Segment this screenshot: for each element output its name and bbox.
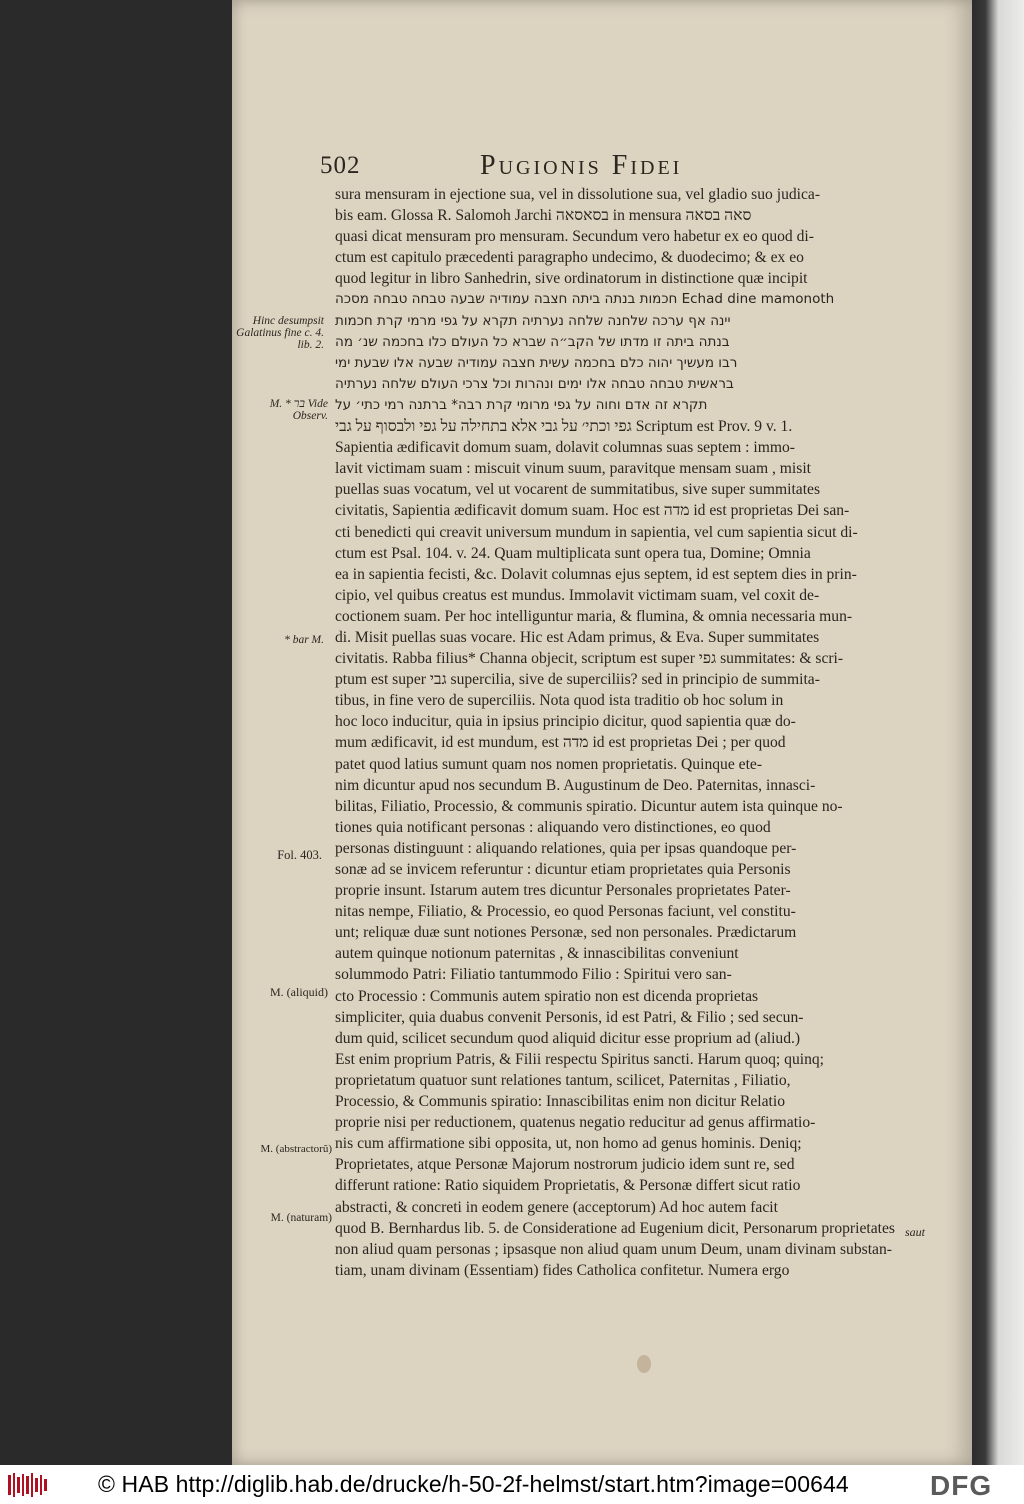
- text-line: proprie insunt. Istarum autem tres dicuntur Personales proprietates Pater-: [335, 882, 791, 900]
- text-line: cti benedicti qui creavit universum mundum in sapientia, vel cum sapientia sicut di-: [335, 523, 858, 541]
- text-line: cto Processio : Communis autem spiratio non est dicenda proprietas: [335, 987, 759, 1005]
- margin-note: * bar M.: [284, 634, 324, 646]
- text-line: civitatis, Sapientia ædificavit domum suam. Hoc est מדה id est proprietas Dei san-: [335, 502, 850, 520]
- text-line: unt; reliquæ duæ sunt notiones Personæ, sed non personales. Prædictarum: [335, 924, 797, 942]
- text-line: patet quod latius sumunt quam nos nomen proprietatis. Quinque ete-: [335, 755, 763, 773]
- text-line: sura mensuram in ejectione sua, vel in dissolutione sua, vel gladio suo judica-: [335, 186, 821, 203]
- margin-note: M. (naturam): [270, 1212, 332, 1224]
- copyright-link[interactable]: © HAB http://diglib.hab.de/drucke/h-50-2f-helmst/start.htm?image=00644: [98, 1471, 849, 1497]
- text-line: nitas nempe, Filiatio, & Processio, eo quod Personas faciunt, vel constitu-: [335, 903, 796, 921]
- text-line: dum quid, scilicet secundum quod aliquid dicitur esse proprium ad (aliud.): [335, 1029, 801, 1047]
- text-line: Est enim proprium Patris, & Filii respectu Spiritus sancti. Harum quoq; quinq;: [335, 1050, 824, 1068]
- text-line: nim dicuntur apud nos secundum B. Augustinum de Deo. Paternitas, innasci-: [335, 776, 816, 794]
- text-line: di. Misit puellas suas vocare. Hic est Adam primus, & Eva. Super summitates: [335, 628, 820, 646]
- text-line: personas distinguunt : aliquando relationes, quia per ipsas quandoque per-: [335, 839, 797, 857]
- text-line: ptum est super גבי supercilia, sive de superciliis? sed in principio de summita-: [335, 671, 820, 689]
- text-line: mum ædificavit, id est mundum, est מדה id est proprietas Dei ; per quod: [335, 734, 786, 752]
- text-line: tiam, unam divinam (Essentiam) fides Catholica confitetur. Numera ergo: [335, 1261, 790, 1279]
- text-line: differunt ratione: Ratio siquidem Proprietatis, & Personæ differt sicut ratio: [335, 1177, 801, 1195]
- text-line: simpliciter, quia duabus convenit Personis, id est Patri, & Filio ; sed secun-: [335, 1008, 804, 1026]
- text-line: quod B. Bernhardus lib. 5. de Consideratione ad Eugenium dicit, Personarum proprietates: [335, 1219, 895, 1237]
- running-title: Pugionis Fidei: [480, 150, 683, 181]
- text-line: ea in sapientia fecisti, &c. Dolavit columnas ejus septem, id est septem dies in prin-: [335, 565, 857, 583]
- margin-note: M. * בר Vide Observ.: [269, 398, 328, 422]
- text-line: גפי וכתי׳ על גבי אלא בתחילה על גפי ולבסוף על גבי Scriptum est Prov. 9 v. 1.: [335, 418, 793, 436]
- text-line: coctionem suam. Per hoc intelliguntur maria, & flumina, & omnia necessaria mun-: [335, 607, 853, 625]
- footer-bar: [0, 1465, 1024, 1504]
- dfg-logo: DFG: [930, 1470, 993, 1501]
- body-text: [335, 184, 927, 1281]
- text-line: יינה אף ערכה שלחנה שלחה נערתיה תקרא על גפי מרמי קרת חכמות: [335, 312, 731, 329]
- text-line: proprietatum quatuor sunt relationes tantum, scilicet, Paternitas , Filiatio,: [335, 1071, 791, 1089]
- text-line: non aliud quam personas ; ipsasque non aliud quam unum Deum, unam divinam substan-: [335, 1240, 892, 1258]
- text-line: quod legitur in libro Sanhedrin, sive ordinatorum in distinctione quæ incipit: [335, 270, 808, 288]
- margin-note: M. (abstractorũ): [260, 1143, 332, 1155]
- text-line: תקרא זה אדם וחוה על גפי מרומי קרת רבה* ברתנה רמי כתי׳ על: [335, 396, 708, 413]
- margin-note: Hinc desumpsit Galatinus fine c. 4. lib. 2.: [236, 315, 324, 351]
- text-line: Echad dine mamonoth חכמות בנתה ביתה חצבה עמודיה שבעה טבחה טבחה מסכה: [335, 291, 835, 308]
- page-header: [320, 152, 940, 182]
- text-line: quasi dicat mensuram pro mensuram. Secundum vero habetur ex eo quod di-: [335, 228, 814, 246]
- hab-logo-icon: [8, 1473, 48, 1497]
- text-line: puellas suas vocatum, vel ut vocarent de summitatibus, sive super summitates: [335, 481, 821, 499]
- margin-note: Fol. 403.: [277, 848, 322, 862]
- text-line: civitatis. Rabba filius* Channa objecit, scriptum est super גפי summitates: & scri-: [335, 650, 844, 668]
- scan-backdrop-left: [0, 0, 232, 1465]
- text-line: bilitas, Filiatio, Processio, & communis spiratio. Dicuntur autem ista quinque no-: [335, 797, 843, 815]
- text-line: ctum est Psal. 104. v. 24. Quam multiplicata sunt opera tua, Domine; Omnia: [335, 544, 811, 562]
- page-number: 502: [320, 152, 361, 179]
- catchword: saut: [905, 1225, 926, 1239]
- paper-stain: [637, 1355, 651, 1373]
- text-line: nis cum affirmatione sibi opposita, ut, non homo ad genus hominis. Deniq;: [335, 1135, 802, 1153]
- text-line: proprie nisi per reductionem, quatenus negatio reducitur ad genus affirmatio-: [335, 1114, 816, 1132]
- text-line: ctum est capitulo præcedenti paragrapho undecimo, & duodecimo; & ex eo: [335, 249, 804, 267]
- text-line: sonæ ad se invicem referuntur : dicuntur etiam proprietates quia Personis: [335, 861, 791, 878]
- text-line: abstracti, & concreti in eodem genere (acceptorum) Ad hoc autem facit: [335, 1198, 778, 1216]
- text-line: Processio, & Communis spiratio: Innascibilitas enim non dicitur Relatio: [335, 1093, 786, 1111]
- text-line: Sapientia ædificavit domum suam, dolavit columnas suas septem : immo-: [335, 439, 795, 457]
- text-line: autem quinque notionum paternitas , & innascibilitas conveniunt: [335, 945, 739, 963]
- text-line: lavit victimam suam : miscuit vinum suum, paravitque mensam suam , misit: [335, 460, 811, 478]
- text-line: cipio, vel quibus creatus est mundus. Immolavit victimam suam, vel coxit de-: [335, 586, 820, 604]
- text-line: tiones quia notificant personas : aliquando vero distinctiones, eo quod: [335, 818, 771, 836]
- text-line: בנתה ביתה זו מדתו של הקב״ה שברא כל העולם כלו בחכמה שנ׳ מה: [335, 333, 730, 350]
- text-line: Proprietates, atque Personæ Majorum nostrorum judicio idem sunt re, sed: [335, 1156, 795, 1174]
- text-line: רבו מעשיך יהוה כלם בחכמה עשית חצבה עמודיה שבעה אלו שבעת ימי: [335, 354, 738, 371]
- text-line: solummodo Patri: Filiatio tantummodo Filio : Spiritui vero san-: [335, 966, 732, 984]
- text-line: tibus, in fine vero de superciliis. Nota quod ista traditio ob hoc solum in: [335, 692, 784, 710]
- text-line: בראשית טבחה טבחה אלו ימים ונהרות וכל צרכי העולם שלחה נערתיה: [335, 375, 734, 392]
- text-line: hoc loco inducitur, quia in ipsius principio dicitur, quod sapientia quæ do-: [335, 713, 796, 731]
- margin-note: M. (aliquid): [270, 985, 328, 999]
- text-line: bis eam. Glossa R. Salomoh Jarchi בסאסאה in mensura סאה בסאה: [335, 207, 752, 225]
